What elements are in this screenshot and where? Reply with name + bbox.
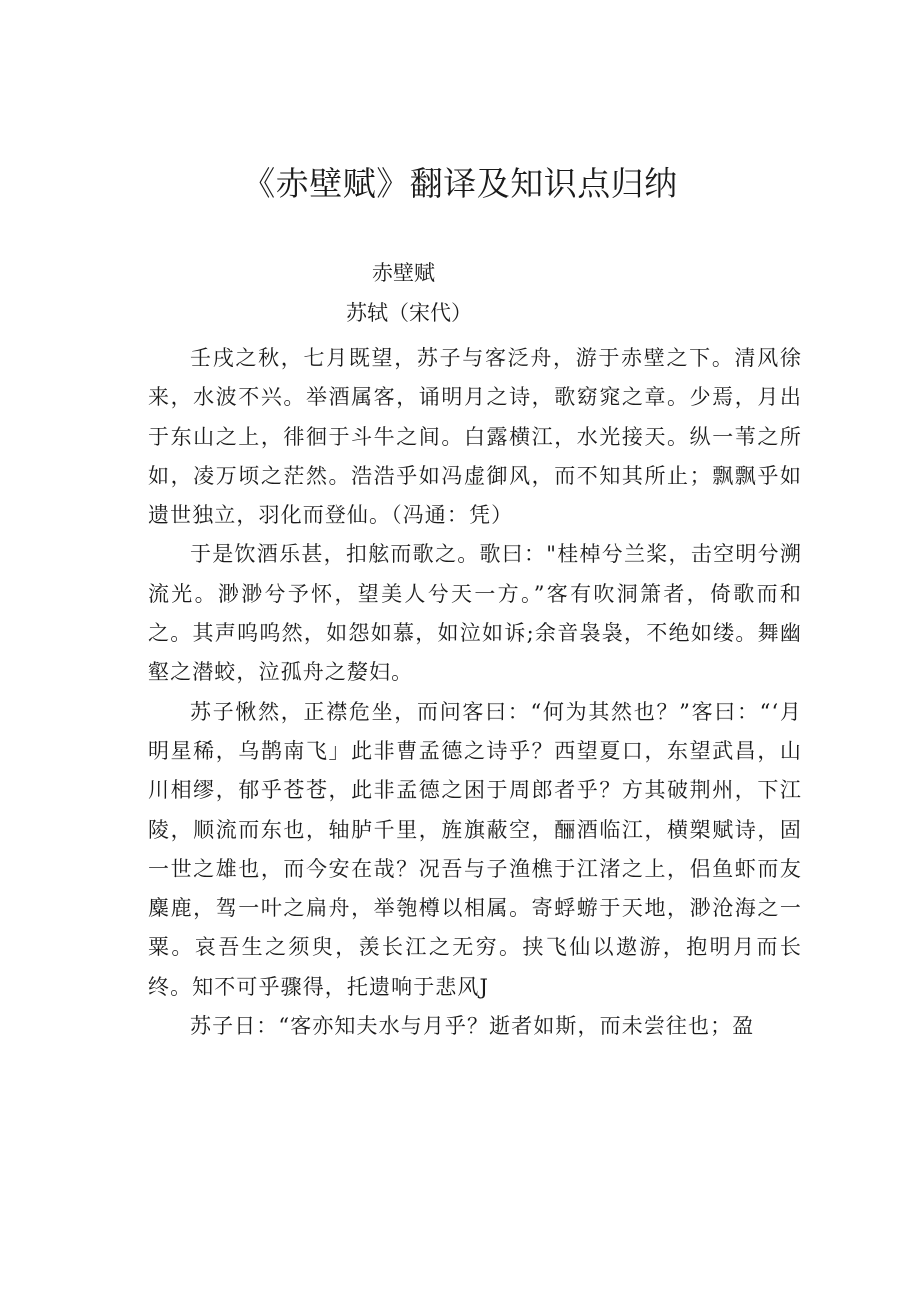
poem-body (148, 339, 802, 1046)
paragraph-3: 苏子愀然，正襟危坐，而问客曰：“何为其然也？”客曰：“‘月明星稀，乌鹊南飞」此非曹孟德之诗乎？西望夏口，东望武昌，山川相缪，郁乎苍苍，此非孟德之困于周郎者乎？方其破荆州，下江陵，顺流而东也，轴胪千里，旌旗蔽空，酾酒临江，横槊赋诗，固一世之雄也，而今安在哉？况吾与子渔樵于江渚之上，侣鱼虾而友麋鹿，驾一叶之扁舟，举匏樽以相属。寄蜉蝣于天地，渺沧海之一粟。哀吾生之须臾，羡长江之无穷。挟飞仙以遨游，抱明月而长终。知不可乎骤得，托遗响于悲风J (148, 699, 802, 999)
paragraph-1: 壬戌之秋，七月既望，苏子与客泛舟，游于赤壁之下。清风徐来，水波不兴。举酒属客，诵明月之诗，歌窈窕之章。少焉，月出于东山之上，徘徊于斗牛之间。白露横江，水光接天。纵一苇之所如，凌万顷之茫然。浩浩乎如冯虚御风，而不知其所止；飘飘乎如遗世独立，羽化而登仙。（冯通：凭） (148, 346, 802, 528)
document-title: 《赤壁赋》翻译及知识点归纳 (242, 164, 678, 203)
paragraph-2: 于是饮酒乐甚，扣舷而歌之。歌曰："桂棹兮兰桨，击空明兮溯流光。渺渺兮予怀，望美人兮天一方。”客有吹洞箫者，倚歌而和之。其声呜呜然，如怨如慕，如泣如诉;余音袅袅，不绝如缕。舞幽壑之潜蛟，泣孤舟之嫠妇。 (148, 542, 802, 685)
poem-author: 苏轼（宋代） (346, 301, 472, 325)
poem-title: 赤壁赋 (372, 261, 435, 285)
paragraph-4: 苏子日：“客亦知夫水与月乎？逝者如斯，而未尝往也；盈 (190, 1014, 755, 1039)
